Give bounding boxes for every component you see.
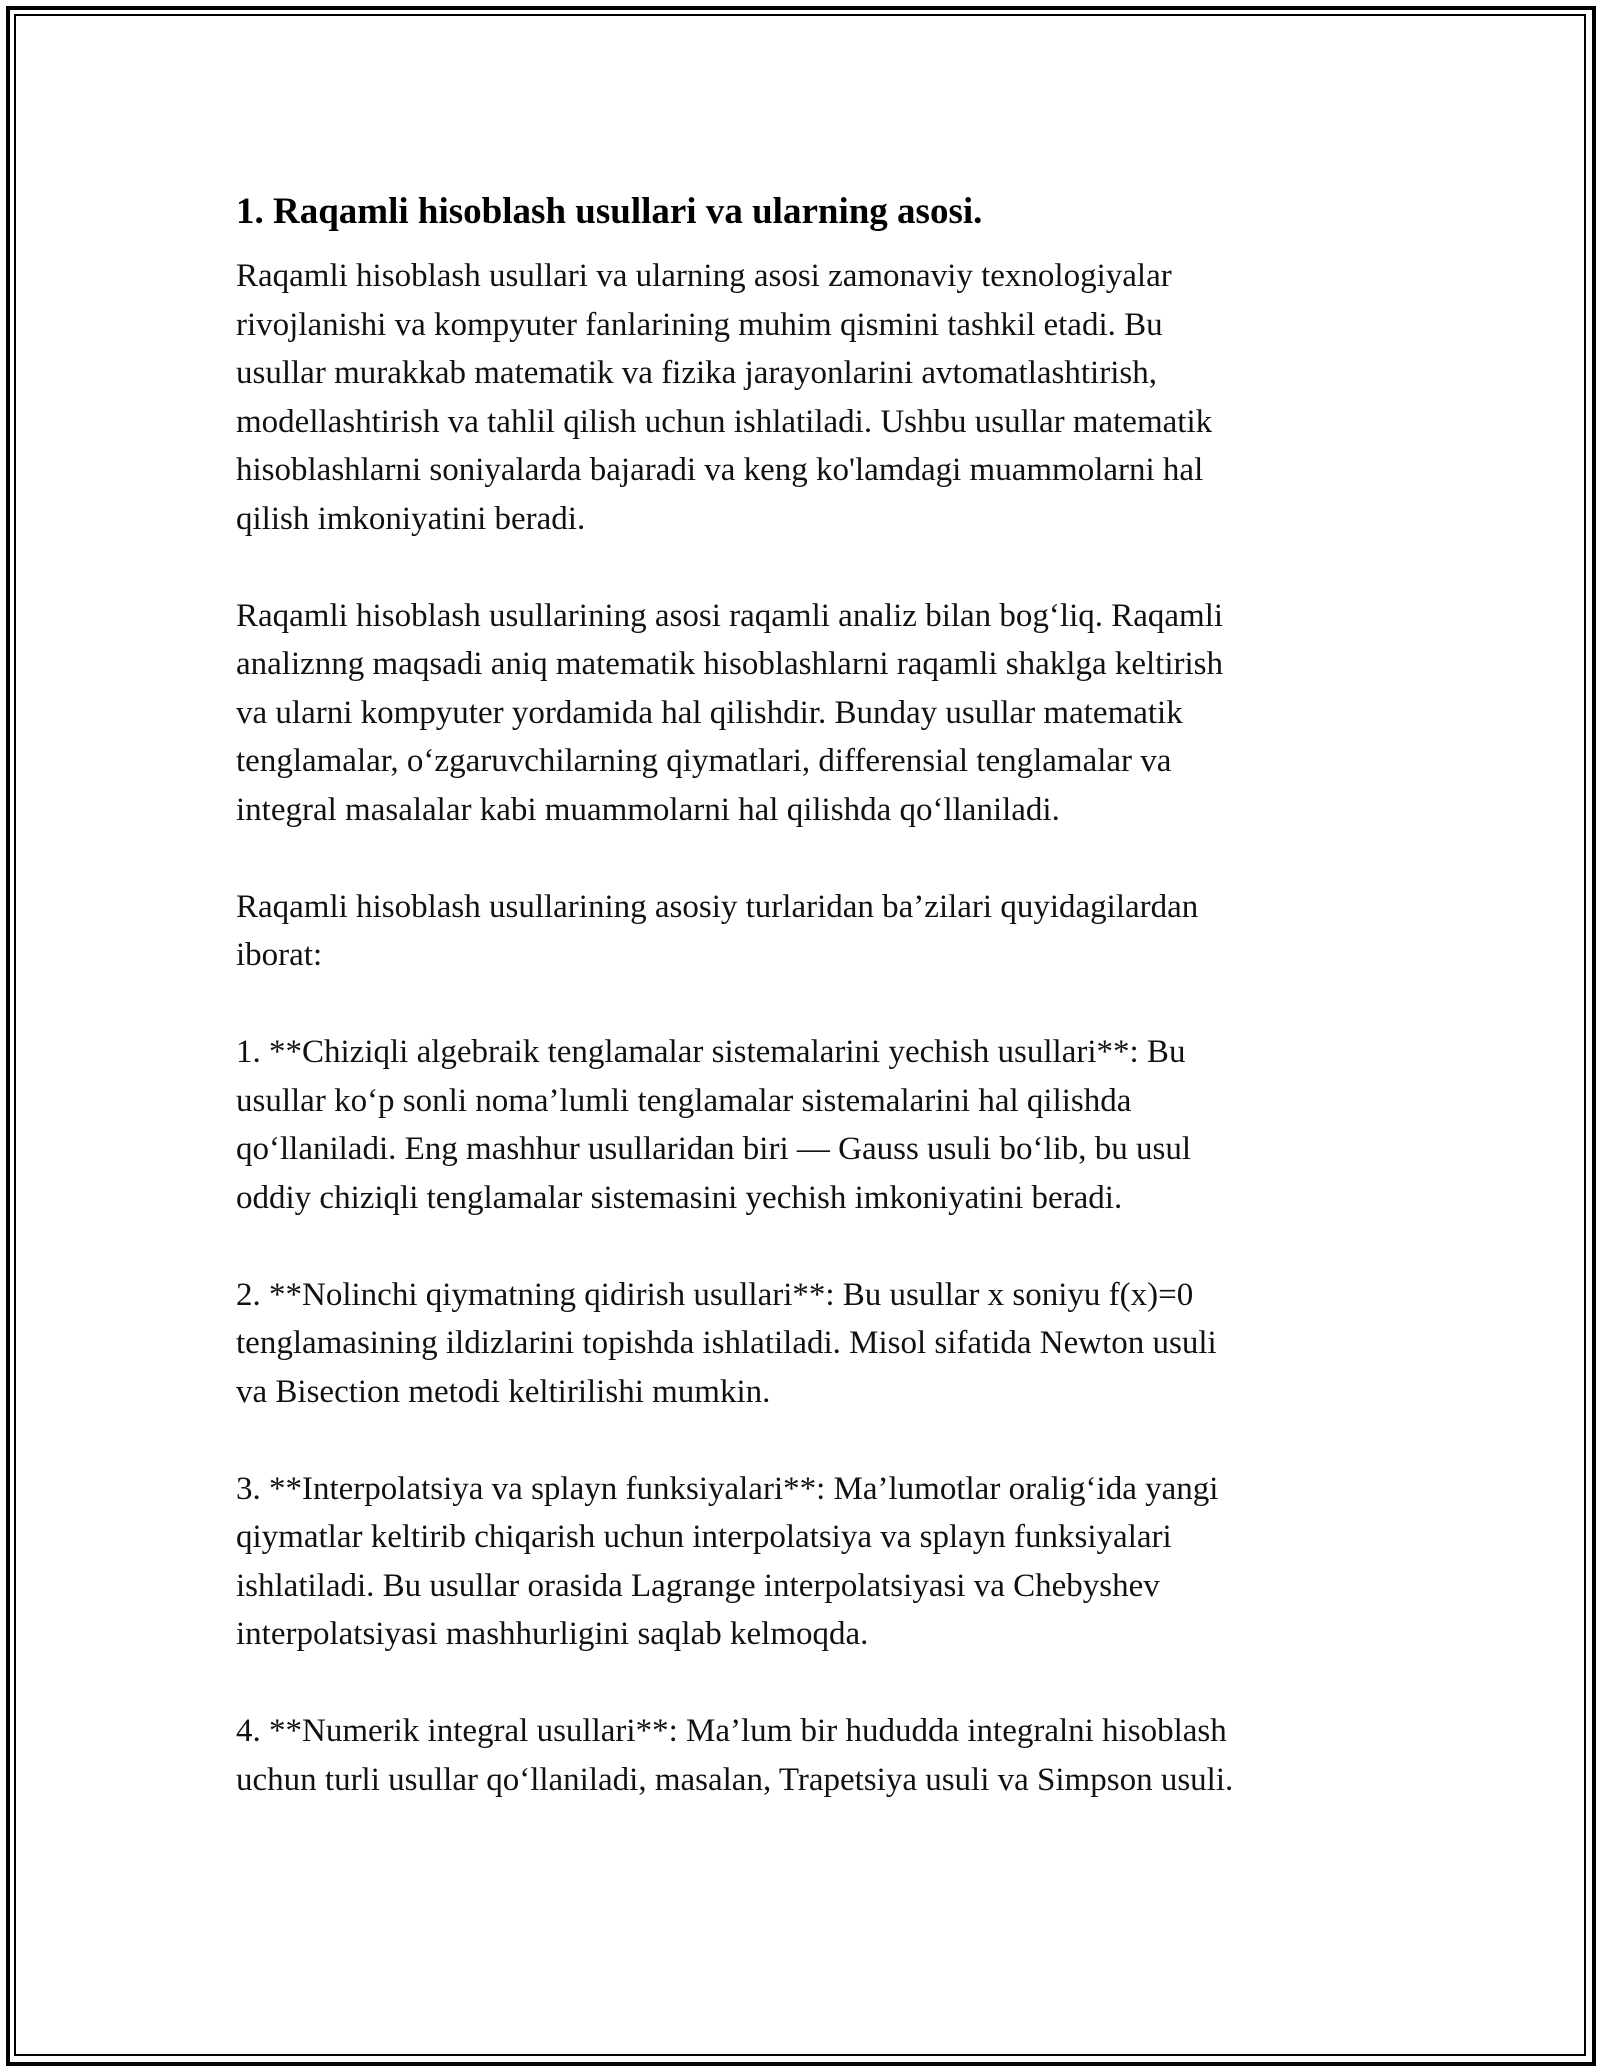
- paragraph-basis: Raqamli hisoblash usullarining asosi raqamli analiz bilan bog‘liq. Raqamli analiznng maqsadi aniq matematik hisoblashlarni raqamli shaklga keltirish va ularni kompyuter yordamida hal qilishdir. Bunday usullar matematik tenglamalar, o‘zgaruvchilarning qiymatlari, differensial tenglamalar va integral masalalar kabi muammolarni hal qilishda qo‘llaniladi.: [236, 597, 1224, 828]
- paragraph-intro: Raqamli hisoblash usullari va ularning asosi zamonaviy texnologiyalar rivojlanishi va kompyuter fanlarining muhim qismini tashkil etadi. Bu usullar murakkab matematik va fizika jarayonlarini avtomatlashtirish, modellashtirish va tahlil qilish uchun ishlatiladi. Ushbu usullar matematik hisoblashlarni soniyalarda bajaradi va keng ko'lamdagi muammolarni hal qilish imkoniyatini beradi.: [236, 258, 1213, 537]
- list-item-interpolation: 3. **Interpolatsiya va splayn funksiyalari**: Ma’lumotlar oralig‘ida yangi qiymatlar keltirib chiqarish uchun interpolatsiya va splayn funksiyalari ishlatiladi. Bu usullar orasida Lagrange interpolatsiyasi va Chebyshev interpolatsiyasi mashhurligini saqlab kelmoqda.: [236, 1470, 1219, 1652]
- list-item-linear-systems: 1. **Chiziqli algebraik tenglamalar sistemalarini yechish usullari**: Bu usullar ko‘p sonli noma’lumli tenglamalar sistemalarini hal qilishda qo‘llaniladi. Eng mashhur usullaridan biri — Gauss usuli bo‘lib, bu usul oddiy chiziqli tenglamalar sistemasini yechish imkoniyatini beradi.: [236, 1034, 1192, 1216]
- paragraph-types-intro: Raqamli hisoblash usullarining asosiy turlaridan ba’zilari quyidagilardan iborat:: [236, 888, 1199, 973]
- section-heading: 1. Raqamli hisoblash usullari va ularning asosi.: [236, 191, 983, 232]
- document-body: [236, 186, 1366, 1804]
- list-item-numeric-integration: 4. **Numerik integral usullari**: Ma’lum bir hududda integralni hisoblash uchun turli usullar qo‘llaniladi, masalan, Trapetsiya usuli va Simpson usuli.: [236, 1713, 1234, 1798]
- list-item-root-finding: 2. **Nolinchi qiymatning qidirish usullari**: Bu usullar x soniyu f(x)=0 tenglamasining ildizlarini topishda ishlatiladi. Misol sifatida Newton usuli va Bisection metodi keltirilishi mumkin.: [236, 1276, 1217, 1410]
